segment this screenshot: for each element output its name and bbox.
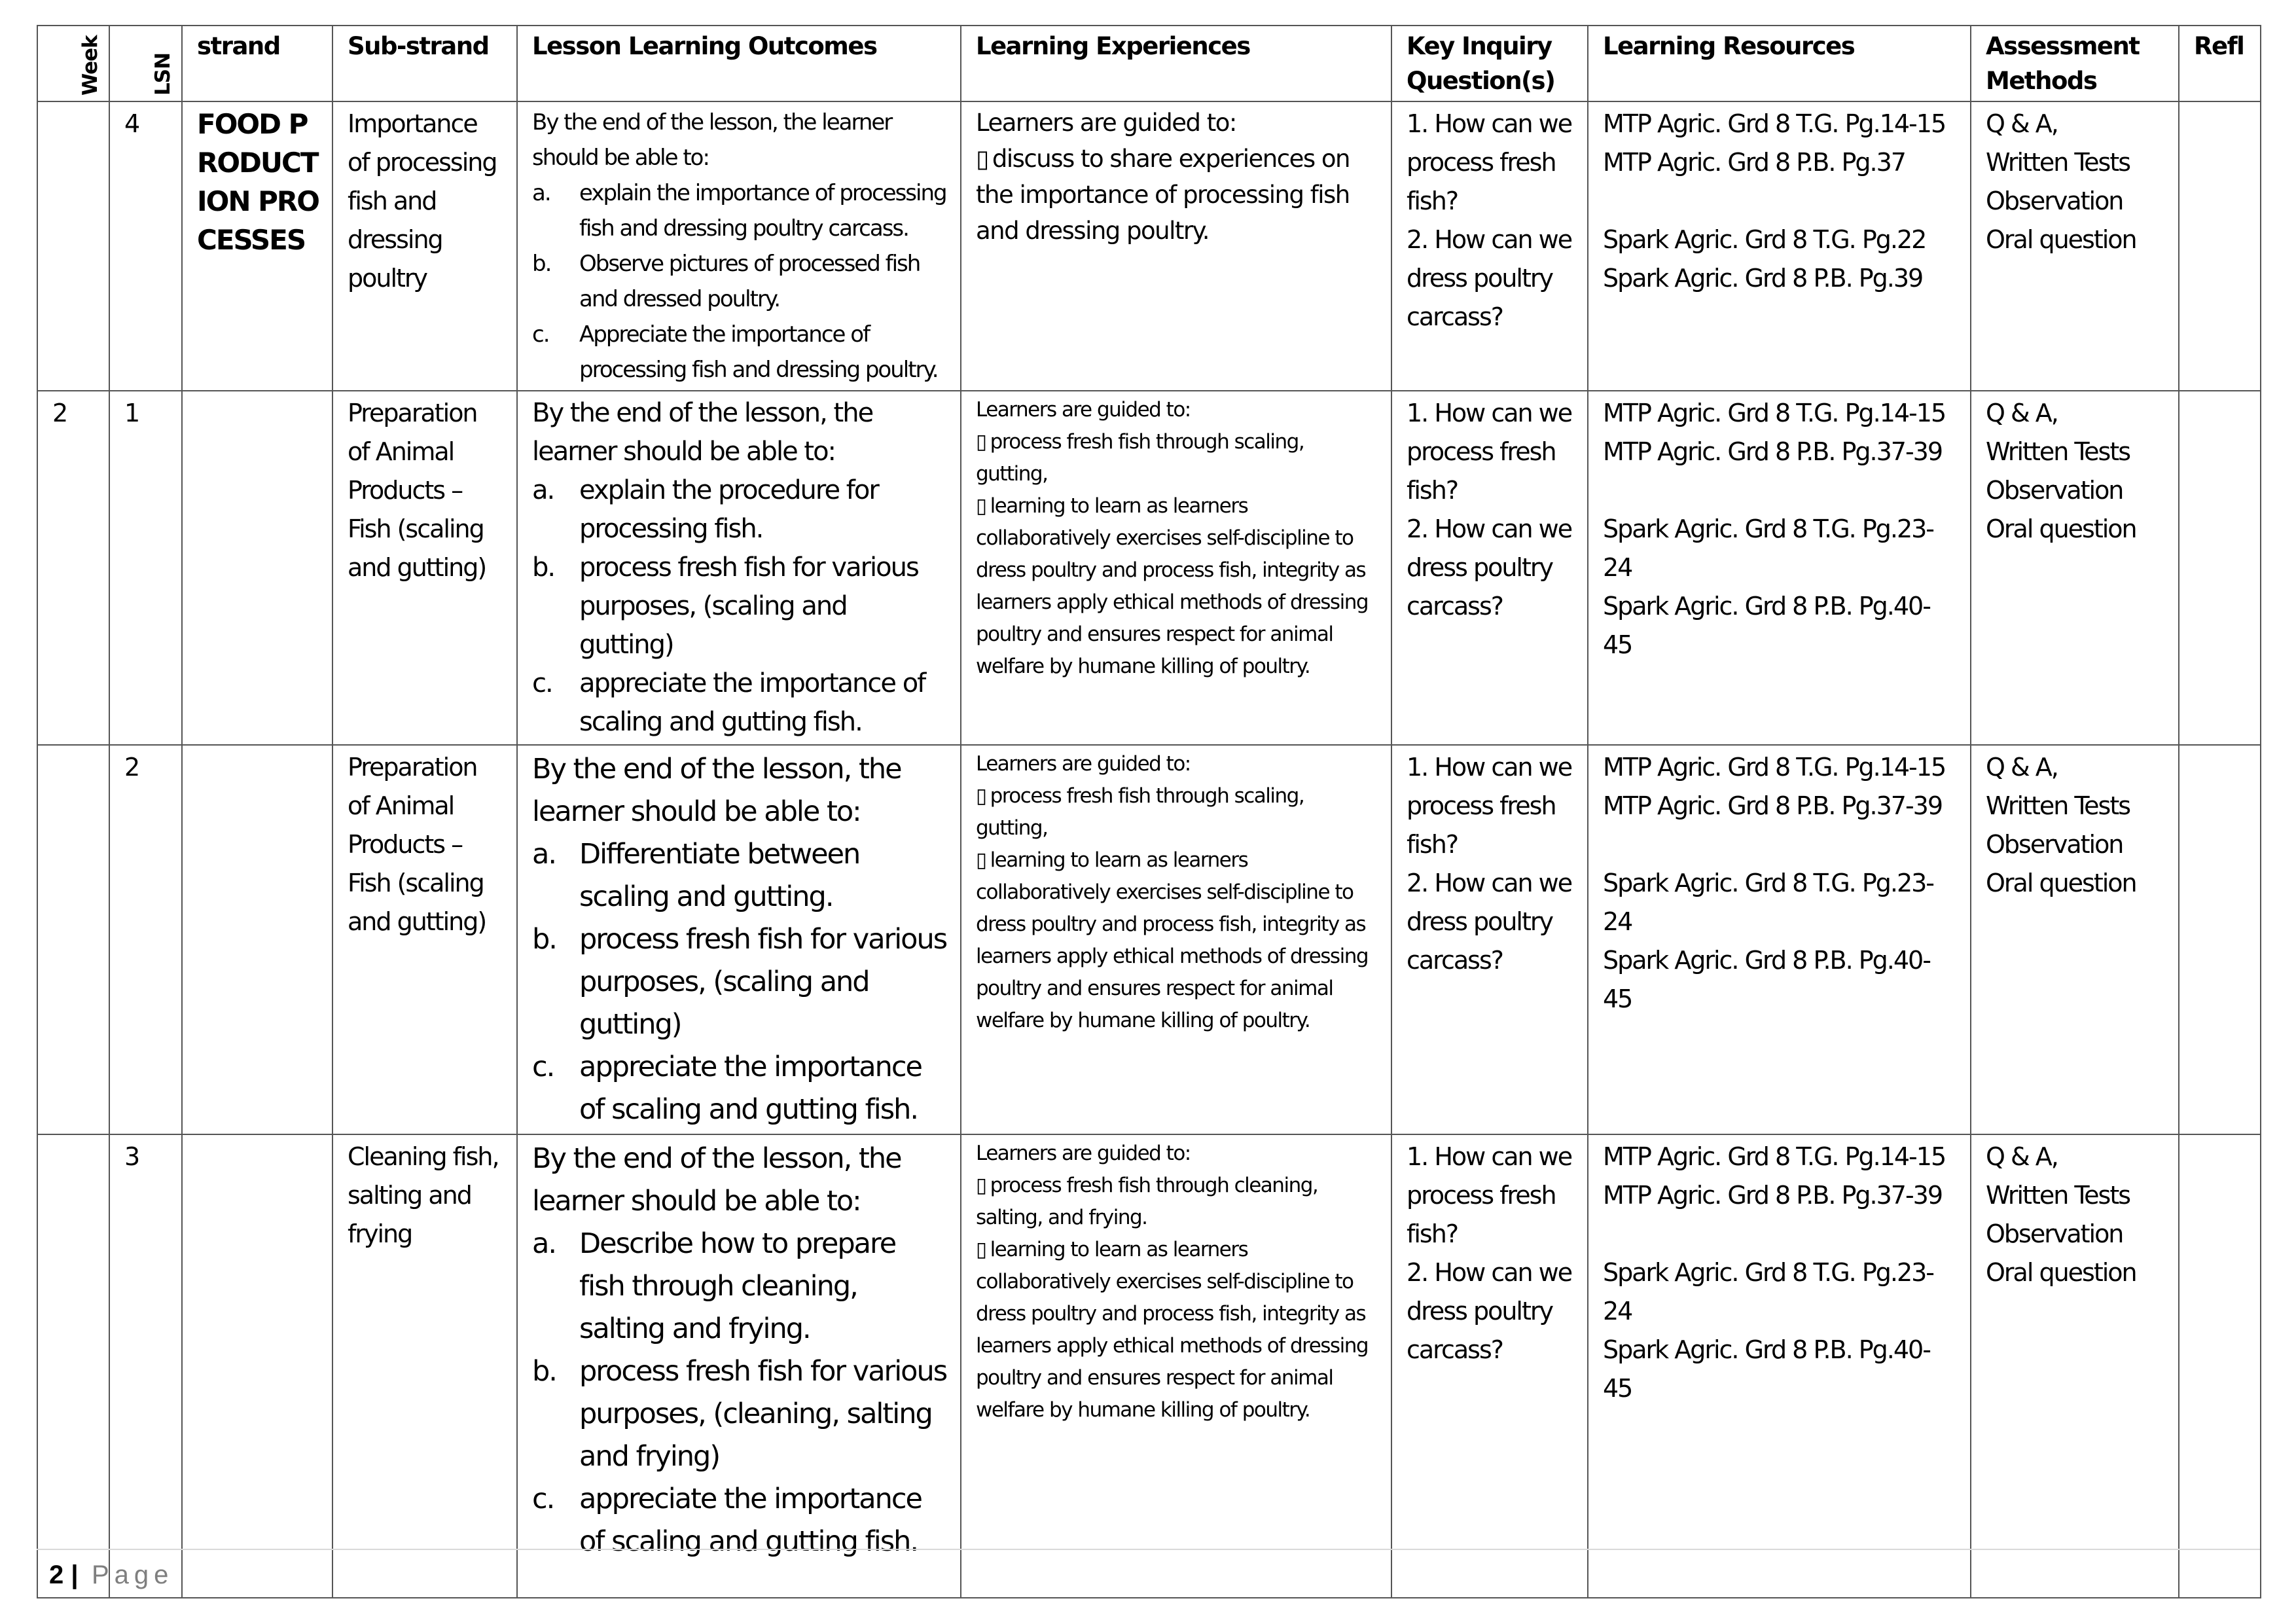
resource-spacer bbox=[1603, 471, 1957, 510]
outcome-item: process fresh fish for various purposes, (scaling and gutting) bbox=[579, 923, 947, 1041]
assessment-cell bbox=[1971, 1134, 2179, 1598]
table-row bbox=[37, 745, 2261, 1134]
resource-item: Spark Agric. Grd 8 P.B. Pg.40-45 bbox=[1603, 592, 1930, 659]
experiences-cell bbox=[961, 391, 1391, 745]
outcomes-list bbox=[532, 1223, 947, 1563]
inquiry-cell bbox=[1391, 745, 1588, 1134]
resource-item: MTP Agric. Grd 8 T.G. Pg.14-15 bbox=[1603, 109, 1946, 138]
outcome-item: appreciate the importance of scaling and gutting fish. bbox=[579, 1483, 922, 1558]
strand-cell: FOOD PRODUCTION PROCESSES bbox=[182, 101, 332, 391]
assessment-item: Oral question bbox=[1986, 869, 2136, 897]
page-number-value: 2 bbox=[49, 1561, 64, 1589]
outcomes-cell bbox=[517, 101, 961, 391]
page-number bbox=[49, 1561, 79, 1590]
assessment-item: Q & A, bbox=[1986, 1142, 2058, 1171]
inquiry-question: 2. How can we dress poultry carcass? bbox=[1407, 225, 1572, 331]
resource-item: MTP Agric. Grd 8 T.G. Pg.14-15 bbox=[1603, 753, 1946, 782]
assessment-cell bbox=[1971, 101, 2179, 391]
outcome-item: appreciate the importance of scaling and gutting fish. bbox=[579, 1051, 922, 1126]
outcomes-intro: By the end of the lesson, the learner should be able to: bbox=[532, 753, 901, 828]
table-row bbox=[37, 391, 2261, 745]
outcomes-list bbox=[532, 833, 947, 1131]
outcomes-intro: By the end of the lesson, the learner should be able to: bbox=[532, 398, 873, 467]
inquiry-question: 1. How can we process fresh fish? bbox=[1407, 109, 1572, 215]
resource-item: Spark Agric. Grd 8 T.G. Pg.23-24 bbox=[1603, 514, 1934, 582]
experience-item: ▯ discuss to share experiences on the importance of processing fish and dressing poultry. bbox=[976, 141, 1378, 249]
strand-cell bbox=[182, 391, 332, 745]
header-experiences: Learning Experiences bbox=[961, 26, 1391, 101]
assessment-item: Q & A, bbox=[1986, 109, 2058, 138]
resources-cell bbox=[1588, 745, 1971, 1134]
inquiry-cell bbox=[1391, 1134, 1588, 1598]
assessment-item: Written Tests bbox=[1986, 437, 2130, 466]
assessment-item: Observation bbox=[1986, 830, 2123, 859]
resource-item: Spark Agric. Grd 8 P.B. Pg.39 bbox=[1603, 264, 1923, 293]
assessment-item: Written Tests bbox=[1986, 1181, 2130, 1210]
resource-spacer bbox=[1603, 1215, 1957, 1254]
assessment-item: Written Tests bbox=[1986, 791, 2130, 820]
week-cell bbox=[37, 1134, 109, 1598]
assessment-cell bbox=[1971, 391, 2179, 745]
resource-item: MTP Agric. Grd 8 P.B. Pg.37-39 bbox=[1603, 437, 1943, 466]
assessment-item: Oral question bbox=[1986, 514, 2136, 543]
table-row bbox=[37, 1134, 2261, 1598]
assessment-item: Q & A, bbox=[1986, 399, 2058, 427]
resource-spacer bbox=[1603, 182, 1957, 221]
reflection-cell bbox=[2179, 745, 2261, 1134]
experiences-intro: Learners are guided to: bbox=[976, 752, 1191, 776]
resources-cell bbox=[1588, 1134, 1971, 1598]
assessment-item: Q & A, bbox=[1986, 753, 2058, 782]
assessment-item: Observation bbox=[1986, 1219, 2123, 1248]
assessment-item: Oral question bbox=[1986, 225, 2136, 254]
strand-cell bbox=[182, 745, 332, 1134]
experience-item: ▯ process fresh fish through cleaning, salting, and frying. bbox=[976, 1170, 1378, 1234]
experiences-cell bbox=[961, 745, 1391, 1134]
week-cell bbox=[37, 101, 109, 391]
lsn-cell: 4 bbox=[109, 101, 182, 391]
outcomes-intro: By the end of the lesson, the learner should be able to: bbox=[532, 109, 892, 171]
inquiry-question: 1. How can we process fresh fish? bbox=[1407, 1142, 1572, 1248]
page-label: Page bbox=[92, 1561, 174, 1589]
outcome-item: explain the importance of processing fish and dressing poultry carcass. bbox=[579, 180, 946, 242]
outcome-item: Describe how to prepare fish through cleaning, salting and frying. bbox=[579, 1227, 896, 1345]
experience-item: ▯ learning to learn as learners collaboratively exercises self-discipline to dress poultry and process fish, integrity as learners apply ethical methods of dressing poultry and ensures respect for animal welfare by humane killing of poultry. bbox=[976, 1234, 1378, 1426]
experiences-intro: Learners are guided to: bbox=[976, 109, 1236, 137]
header-lsn-label: LSN bbox=[151, 52, 175, 96]
resource-item: Spark Agric. Grd 8 P.B. Pg.40-45 bbox=[1603, 946, 1930, 1013]
sub-strand-cell: Preparation of Animal Products – Fish (scaling and gutting) bbox=[332, 745, 517, 1134]
experience-item: ▯ learning to learn as learners collaboratively exercises self-discipline to dress poultry and process fish, integrity as learners apply ethical methods of dressing poultry and ensures respect for animal welfare by humane killing of poultry. bbox=[976, 490, 1378, 683]
resource-item: Spark Agric. Grd 8 P.B. Pg.40-45 bbox=[1603, 1335, 1930, 1403]
reflection-cell bbox=[2179, 1134, 2261, 1598]
header-week-label: Week bbox=[79, 35, 102, 96]
reflection-cell bbox=[2179, 101, 2261, 391]
resources-cell bbox=[1588, 391, 1971, 745]
table-row bbox=[37, 101, 2261, 391]
week-cell: 2 bbox=[37, 391, 109, 745]
inquiry-question: 1. How can we process fresh fish? bbox=[1407, 399, 1572, 505]
resources-cell bbox=[1588, 101, 1971, 391]
lsn-cell: 2 bbox=[109, 745, 182, 1134]
outcomes-list bbox=[532, 175, 947, 388]
outcome-item: appreciate the importance of scaling and gutting fish. bbox=[579, 668, 925, 737]
outcome-item: Observe pictures of processed fish and dressed poultry. bbox=[579, 251, 920, 312]
header-strand: strand bbox=[182, 26, 332, 101]
week-cell bbox=[37, 745, 109, 1134]
header-outcomes: Lesson Learning Outcomes bbox=[517, 26, 961, 101]
header-assessment: Assessment Methods bbox=[1971, 26, 2179, 101]
resource-item: MTP Agric. Grd 8 P.B. Pg.37 bbox=[1603, 148, 1905, 177]
outcomes-list bbox=[532, 471, 947, 742]
footer-rule bbox=[37, 1549, 2260, 1550]
header-week bbox=[37, 26, 109, 101]
resource-item: MTP Agric. Grd 8 T.G. Pg.14-15 bbox=[1603, 399, 1946, 427]
inquiry-cell bbox=[1391, 101, 1588, 391]
page-separator: | bbox=[71, 1561, 79, 1589]
outcomes-cell bbox=[517, 1134, 961, 1598]
inquiry-question: 2. How can we dress poultry carcass? bbox=[1407, 869, 1572, 975]
table-body bbox=[37, 101, 2261, 1598]
outcomes-intro: By the end of the lesson, the learner should be able to: bbox=[532, 1142, 901, 1218]
header-row bbox=[37, 26, 2261, 101]
header-sub-strand: Sub-strand bbox=[332, 26, 517, 101]
sub-strand-cell: Preparation of Animal Products – Fish (scaling and gutting) bbox=[332, 391, 517, 745]
outcomes-cell bbox=[517, 391, 961, 745]
assessment-item: Observation bbox=[1986, 187, 2123, 215]
lsn-cell: 1 bbox=[109, 391, 182, 745]
inquiry-question: 2. How can we dress poultry carcass? bbox=[1407, 514, 1572, 621]
inquiry-question: 2. How can we dress poultry carcass? bbox=[1407, 1258, 1572, 1364]
experience-item: ▯ process fresh fish through scaling, gutting, bbox=[976, 426, 1378, 490]
assessment-item: Observation bbox=[1986, 476, 2123, 505]
assessment-item: Oral question bbox=[1986, 1258, 2136, 1287]
outcome-item: Differentiate between scaling and gutting. bbox=[579, 838, 860, 913]
header-resources: Learning Resources bbox=[1588, 26, 1971, 101]
header-lsn bbox=[109, 26, 182, 101]
resource-item: MTP Agric. Grd 8 P.B. Pg.37-39 bbox=[1603, 1181, 1943, 1210]
outcome-item: process fresh fish for various purposes, (cleaning, salting and frying) bbox=[579, 1355, 947, 1473]
resource-item: Spark Agric. Grd 8 T.G. Pg.22 bbox=[1603, 225, 1926, 254]
resource-item: Spark Agric. Grd 8 T.G. Pg.23-24 bbox=[1603, 1258, 1934, 1326]
resource-item: MTP Agric. Grd 8 P.B. Pg.37-39 bbox=[1603, 791, 1943, 820]
outcome-item: Appreciate the importance of processing fish and dressing poultry. bbox=[579, 321, 938, 383]
experiences-intro: Learners are guided to: bbox=[976, 398, 1191, 422]
experiences-cell bbox=[961, 1134, 1391, 1598]
outcome-item: process fresh fish for various purposes, (scaling and gutting) bbox=[579, 552, 918, 660]
resource-spacer bbox=[1603, 825, 1957, 864]
reflection-cell bbox=[2179, 391, 2261, 745]
inquiry-cell bbox=[1391, 391, 1588, 745]
lsn-cell: 3 bbox=[109, 1134, 182, 1598]
header-reflection: Refl bbox=[2179, 26, 2261, 101]
header-inquiry: Key Inquiry Question(s) bbox=[1391, 26, 1588, 101]
outcomes-cell bbox=[517, 745, 961, 1134]
resource-item: Spark Agric. Grd 8 T.G. Pg.23-24 bbox=[1603, 869, 1934, 936]
sub-strand-cell: Importance of processing fish and dressing poultry bbox=[332, 101, 517, 391]
assessment-item: Written Tests bbox=[1986, 148, 2130, 177]
experience-item: ▯ process fresh fish through scaling, gutting, bbox=[976, 780, 1378, 844]
experiences-cell bbox=[961, 101, 1391, 391]
sub-strand-cell: Cleaning fish, salting and frying bbox=[332, 1134, 517, 1598]
experiences-intro: Learners are guided to: bbox=[976, 1142, 1191, 1165]
assessment-cell bbox=[1971, 745, 2179, 1134]
experience-item: ▯ learning to learn as learners collaboratively exercises self-discipline to dress poultry and process fish, integrity as learners apply ethical methods of dressing poultry and ensures respect for animal welfare by humane killing of poultry. bbox=[976, 844, 1378, 1037]
scheme-of-work-table bbox=[37, 25, 2261, 1598]
outcome-item: explain the procedure for processing fish. bbox=[579, 475, 878, 544]
resource-item: MTP Agric. Grd 8 T.G. Pg.14-15 bbox=[1603, 1142, 1946, 1171]
inquiry-question: 1. How can we process fresh fish? bbox=[1407, 753, 1572, 859]
strand-cell bbox=[182, 1134, 332, 1598]
